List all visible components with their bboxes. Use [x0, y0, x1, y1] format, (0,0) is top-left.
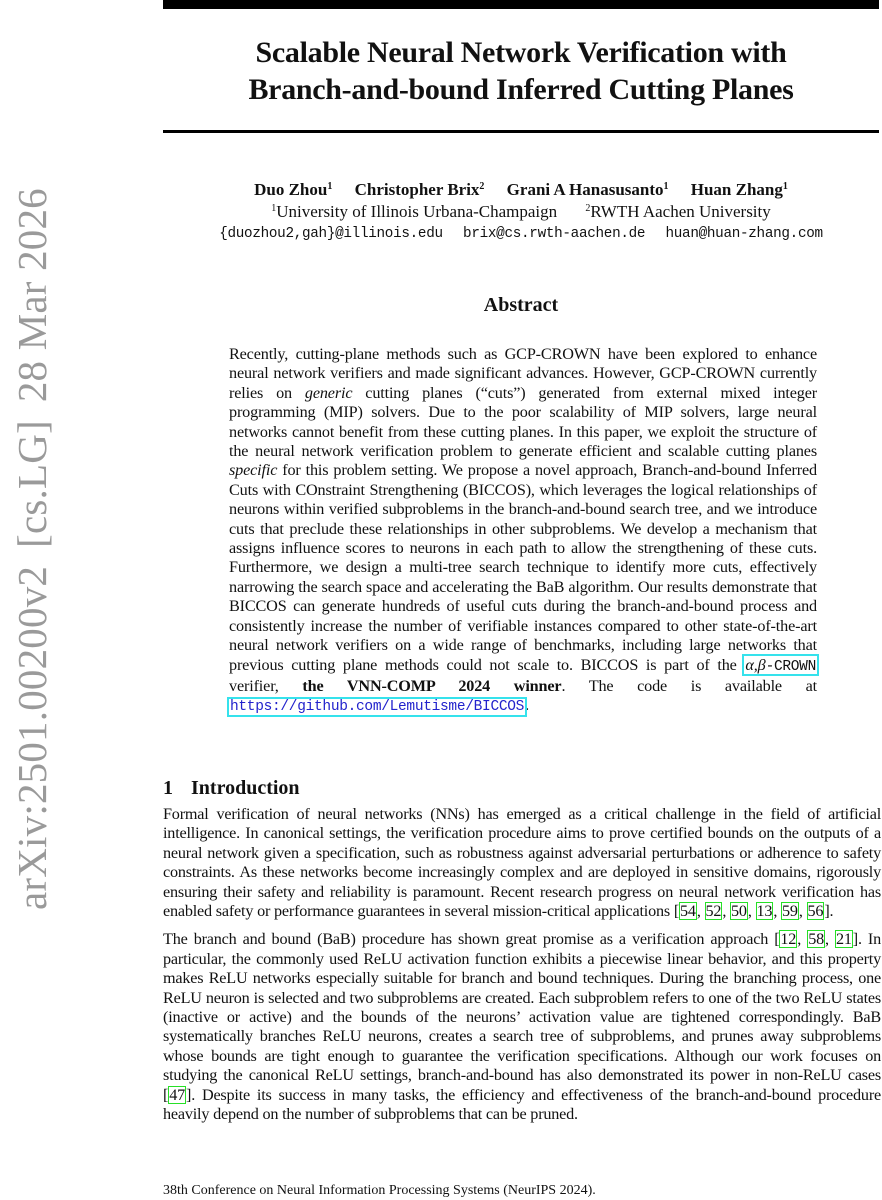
- author-emails: [163, 224, 879, 244]
- arxiv-category: [cs.LG]: [9, 420, 55, 548]
- arxiv-watermark: [8, 170, 56, 910]
- author: Huan Zhang$^1$: [690, 180, 788, 199]
- alpha-beta-crown-link[interactable]: α,β-CROWN: [745, 655, 816, 675]
- citation-link[interactable]: 13: [756, 902, 773, 921]
- section-heading-introduction: 1 Introduction: [163, 777, 300, 799]
- title-rule-bottom: [163, 130, 879, 133]
- citation-link[interactable]: 52: [705, 902, 722, 921]
- affiliations: [163, 202, 879, 222]
- author: Christopher Brix$^2$: [354, 180, 485, 199]
- email: {duozhou2,gah}@illinois.edu: [219, 226, 443, 242]
- title-line-1: Scalable Neural Network Verification with: [255, 36, 787, 69]
- introduction-body: [163, 805, 881, 1134]
- paper-title: [163, 34, 879, 108]
- conference-footnote: 38th Conference on Neural Information Processing Systems (NeurIPS 2024).: [163, 1183, 596, 1198]
- citation-link[interactable]: 47: [169, 1085, 185, 1104]
- citation-link[interactable]: 59: [782, 902, 798, 921]
- citation-link[interactable]: 50: [731, 902, 747, 921]
- citation-link[interactable]: 21: [835, 930, 852, 949]
- citation-link[interactable]: 54: [680, 902, 696, 921]
- author-list: [163, 180, 879, 200]
- email: huan@huan-zhang.com: [665, 226, 823, 242]
- paragraph: Formal verification of neural networks (NNs) has emerged as a critical challenge in the field of artificial intelligence. In canonical settings, the verification procedure aims to prove certified bounds on the outputs of a neural network given a specification, such as robustness against adversarial perturbations or adherence to safety constraints. As these networks become increasingly complex and are deployed in sensitive domains, rigorously ensuring their safety and reliability is paramount. Recent research progress on neural network verification has enabled safety or performance guarantees in several mission-critical applications [54, 52, 50, 13, 59, 56].: [163, 805, 881, 921]
- abstract-body: Recently, cutting-plane methods such as GCP-CROWN have been explored to enhance neural network verifiers and made significant advances. However, GCP-CROWN currently relies on generic cutting planes (“cuts”) generated from external mixed integer programming (MIP) solvers. Due to the poor scalability of MIP solvers, large neural networks cannot benefit from these cutting planes. In this paper, we exploit the structure of the neural network verification problem to generate efficient and scalable cutting planes specific for this problem setting. We propose a novel approach, Branch-and-bound Inferred Cuts with COnstraint Strengthening (BICCOS), which leverages the logical relationships of neurons within verified subproblems in the branch-and-bound search tree, and we introduce cuts that preclude these relationships in other subproblems. We develop a mechanism that assigns influence scores to neurons in each path to allow the strengthening of these cuts. Furthermore, we design a multi-tree search technique to identify more cuts, effectively narrowing the search space and accelerating the BaB algorithm. Our results demonstrate that BICCOS can generate hundreds of useful cuts during the branch-and-bound process and consistently increase the number of verifiable instances compared to other state-of-the-art neural network verifiers on a wide range of benchmarks, including large networks that previous cutting plane methods could not scale to. BICCOS is part of the α,β-CROWN verifier, the VNN-COMP 2024 winner. The code is available at https://github.com/Lemutisme/BICCOS.: [229, 345, 818, 716]
- author: Grani A Hanasusanto$^1$: [506, 180, 669, 199]
- title-rule-top: [163, 0, 879, 9]
- paragraph: The branch and bound (BaB) procedure has shown great promise as a verification approach [12, 58, 21]. In particular, the commonly used ReLU activation function exhibits a piecewise linear behavior, and this property makes ReLU networks especially suitable for branch and bound techniques. During the branching process, one ReLU neuron is selected and two subproblems are created. Each subproblem refers to one of the two ReLU states (inactive or active) and the bounds of the neurons’ activation value are tightened correspondingly. BaB systematically branches ReLU neurons, creates a search tree of subproblems, and prunes away subproblems whose bounds are tight enough to guarantee the verification specifications. Although our work focuses on studying the canonical ReLU settings, branch-and-bound has also demonstrated its power in non-ReLU cases [47]. Despite its success in many tasks, the efficiency and effectiveness of the branch-and-bound procedure heavily depend on the number of subproblems that can be pruned.: [163, 930, 882, 1124]
- citation-link[interactable]: 56: [807, 902, 824, 921]
- affiliation: $^2$RWTH Aachen University: [585, 202, 771, 221]
- github-url-link[interactable]: https://github.com/Lemutisme/BICCOS: [230, 699, 525, 716]
- arxiv-id: arXiv:2501.00200v2: [9, 565, 55, 910]
- author: Duo Zhou$^1$: [254, 180, 333, 199]
- abstract-heading: Abstract: [483, 294, 559, 316]
- arxiv-date: 28 Mar 2026: [9, 188, 55, 403]
- title-line-2: Branch-and-bound Inferred Cutting Planes: [248, 73, 794, 106]
- citation-link[interactable]: 58: [808, 930, 824, 949]
- citation-link[interactable]: 12: [780, 930, 797, 949]
- affiliation: $^1$University of Illinois Urbana-Champaign: [271, 202, 558, 221]
- email: brix@cs.rwth-aachen.de: [463, 226, 646, 242]
